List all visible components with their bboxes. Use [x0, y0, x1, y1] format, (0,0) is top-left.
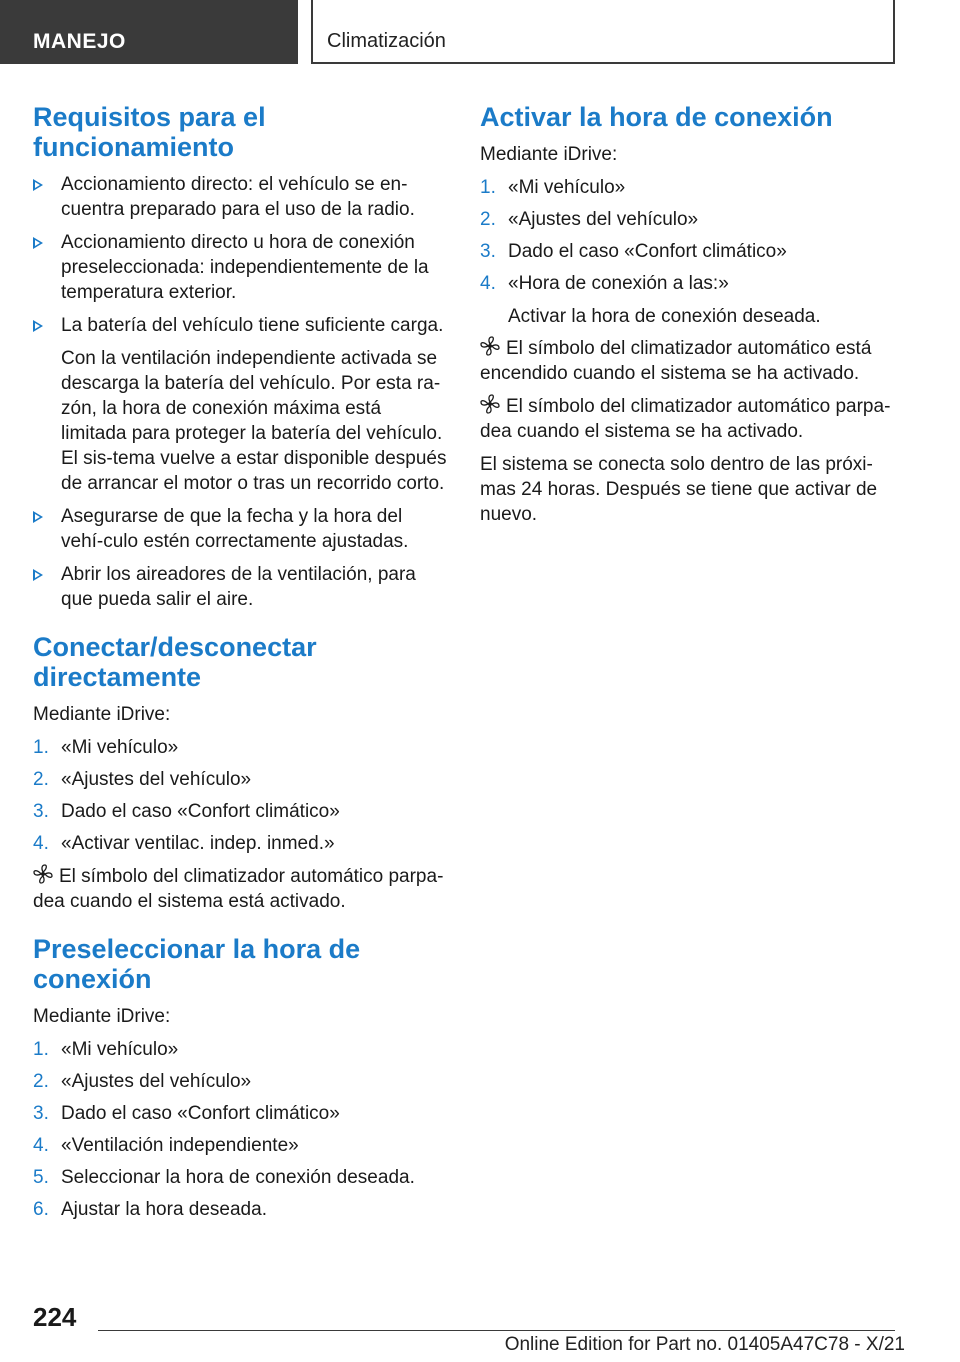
step-number: 2. [33, 769, 49, 790]
note-text: El símbolo del climatizador automático parpa-dea cuando el sistema se ha activado. [480, 396, 891, 442]
climate-fan-icon [480, 394, 500, 414]
step-item [480, 207, 895, 232]
bullet-continuation: Con la ventilación independiente activada se descarga la batería del vehículo. Por esta ra-zón, la hora de conexión máxima está limitada para proteger la batería del vehículo. El sis-tema vuelve a estar disponible después de arrancar el motor o tras un recorrido corto. [61, 348, 447, 494]
step-item [33, 1101, 448, 1126]
note-paragraph [480, 336, 895, 386]
list-item [33, 313, 448, 496]
right-column [480, 102, 895, 547]
step-item [480, 175, 895, 200]
step-text: «Mi vehículo» [508, 177, 626, 198]
step-item [480, 239, 895, 264]
step-text: «Mi vehículo» [61, 737, 179, 758]
step-item [33, 735, 448, 760]
triangle-bullet-icon [33, 569, 43, 581]
step-number: 4. [480, 273, 496, 294]
step-item [33, 1037, 448, 1062]
climate-fan-icon [33, 864, 53, 884]
step-text: «Ajustes del vehículo» [508, 209, 699, 230]
step-item [480, 271, 895, 296]
heading-activar: Activar la hora de conexión [480, 102, 833, 132]
step-item [33, 1197, 448, 1222]
step-text: Dado el caso «Confort climático» [61, 801, 340, 822]
note-paragraph [480, 394, 895, 444]
header-section-tab: MANEJO [0, 0, 298, 64]
step-number: 3. [33, 1103, 49, 1124]
bullet-text: Asegurarse de que la fecha y la hora del vehí-culo estén correctamente ajustadas. [61, 506, 409, 552]
step-item [33, 831, 448, 856]
step-item [33, 1133, 448, 1158]
step-number: 6. [33, 1199, 49, 1220]
footer-edition: Online Edition for Part no. 01405A47C78 - X/21 [504, 1334, 905, 1355]
step-text: «Ajustes del vehículo» [61, 1071, 252, 1092]
step-number: 3. [33, 801, 49, 822]
step-number: 1. [33, 1039, 49, 1060]
step-number: 2. [33, 1071, 49, 1092]
bullet-text: Accionamiento directo: el vehículo se en-cuentra preparado para el uso de la radio. [61, 174, 415, 220]
note-paragraph [33, 864, 448, 914]
step-text: Dado el caso «Confort climático» [508, 241, 787, 262]
step-text: «Ventilación independiente» [61, 1135, 299, 1156]
note-text: El símbolo del climatizador automático está encendido cuando el sistema se ha activado. [480, 338, 872, 384]
step-text: «Mi vehículo» [61, 1039, 179, 1060]
section-requisitos [33, 102, 448, 612]
section-activar [480, 102, 895, 527]
left-column [33, 102, 448, 1242]
step-text: Seleccionar la hora de conexión deseada. [61, 1167, 415, 1188]
requisitos-list [33, 172, 448, 612]
conectar-steps [33, 735, 448, 856]
step-item [33, 1069, 448, 1094]
activar-steps [480, 175, 895, 296]
closing-text: El sistema se conecta solo dentro de las próxi-mas 24 horas. Después se tiene que activar de nuevo. [480, 454, 878, 525]
triangle-bullet-icon [33, 179, 43, 191]
step-text: «Ajustes del vehículo» [61, 769, 252, 790]
step-number: 3. [480, 241, 496, 262]
note-text: El símbolo del climatizador automático parpa-dea cuando el sistema está activado. [33, 866, 444, 912]
step-text: «Activar ventilac. indep. inmed.» [61, 833, 335, 854]
step-text: Ajustar la hora deseada. [61, 1199, 267, 1220]
step-item [33, 1165, 448, 1190]
bullet-text: La batería del vehículo tiene suficiente carga. [61, 315, 444, 336]
step-number: 1. [33, 737, 49, 758]
list-item [33, 504, 448, 554]
heading-conectar: Conectar/desconectar directamente [33, 632, 317, 692]
heading-preseleccionar: Preseleccionar la hora de conexión [33, 934, 361, 994]
climate-fan-icon [480, 336, 500, 356]
list-item [33, 172, 448, 222]
preseleccionar-steps [33, 1037, 448, 1222]
heading-requisitos: Requisitos para el funcionamiento [33, 102, 266, 162]
intro-text: Mediante iDrive: [480, 144, 618, 165]
step-text: Dado el caso «Confort climático» [61, 1103, 340, 1124]
list-item [33, 230, 448, 305]
step-number: 4. [33, 833, 49, 854]
section-conectar [33, 632, 448, 914]
step-number: 1. [480, 177, 496, 198]
step-text: «Hora de conexión a las:» [508, 273, 729, 294]
header-chapter-title: Climatización [311, 0, 895, 64]
bullet-text: Accionamiento directo u hora de conexión preseleccionada: independientemente de la temperatura exterior. [61, 232, 429, 303]
step-item [33, 799, 448, 824]
triangle-bullet-icon [33, 320, 43, 332]
step-number: 2. [480, 209, 496, 230]
section-preseleccionar [33, 934, 448, 1222]
step-number: 5. [33, 1167, 49, 1188]
step-sub-text: Activar la hora de conexión deseada. [508, 306, 821, 327]
step-item [33, 767, 448, 792]
bullet-text: Abrir los aireadores de la ventilación, para que pueda salir el aire. [61, 564, 416, 610]
footer-divider [98, 1330, 895, 1331]
triangle-bullet-icon [33, 511, 43, 523]
intro-text: Mediante iDrive: [33, 1006, 171, 1027]
page-number: 224 [33, 1302, 77, 1332]
intro-text: Mediante iDrive: [33, 704, 171, 725]
step-number: 4. [33, 1135, 49, 1156]
list-item [33, 562, 448, 612]
triangle-bullet-icon [33, 237, 43, 249]
